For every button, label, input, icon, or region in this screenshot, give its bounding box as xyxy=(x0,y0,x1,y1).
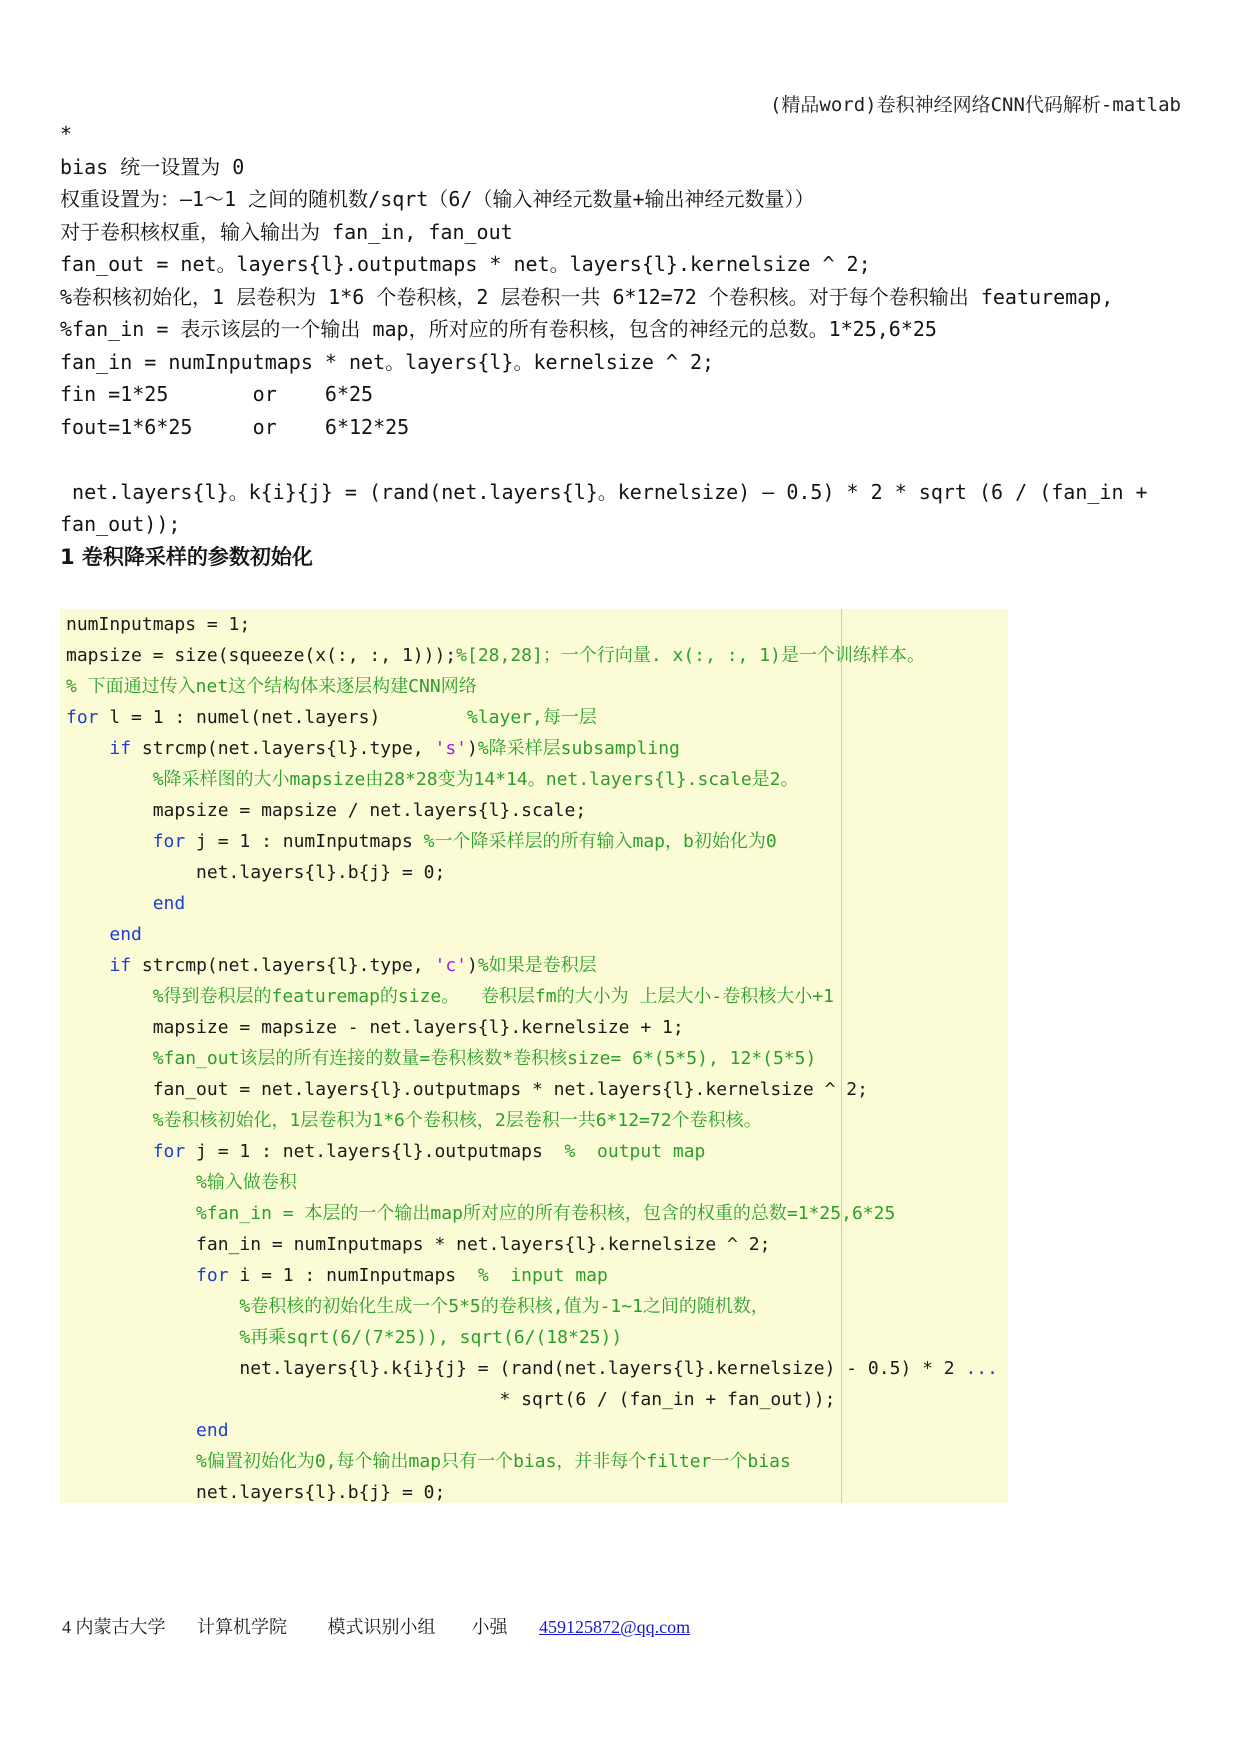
code-keyword: end xyxy=(152,893,186,914)
text-line: fan_out = net。layers{l}.outputmaps * net。layers{l}.kernelsize ^ 2; xyxy=(60,252,871,276)
code-line xyxy=(66,702,597,733)
code-line xyxy=(66,1477,445,1503)
code-token: numInputmaps = 1; xyxy=(66,614,251,635)
code-line xyxy=(66,609,250,640)
code-token: * sqrt(6 / (fan_in + fan_out)); xyxy=(66,1389,836,1410)
code-token xyxy=(66,831,153,852)
code-comment: % 下面通过传入net这个结构体来逐层构建CNN网络 xyxy=(66,676,477,697)
code-line xyxy=(66,1229,770,1260)
page-footer xyxy=(62,1613,690,1639)
footer-college: 计算机学院 xyxy=(197,1617,287,1637)
text-line: fout=1*6*25 or 6*12*25 xyxy=(60,414,410,439)
code-line xyxy=(66,1043,816,1074)
code-comment: % input map xyxy=(477,1265,608,1286)
footer-group: 模式识别小组 xyxy=(327,1617,436,1637)
code-line xyxy=(66,1198,895,1229)
text-line: bias 统一设置为 0 xyxy=(60,154,245,179)
body-text xyxy=(60,118,1190,573)
code-comment: %卷积核的初始化生成一个5*5的卷积核,值为-1~1之间的随机数， xyxy=(66,1296,769,1317)
footer-university: 内蒙古大学 xyxy=(75,1617,166,1637)
code-token: net.layers{l}.k{i}{j} = (rand(net.layers{l}.kernelsize) - 0.5) * 2 xyxy=(66,1358,966,1379)
code-token: fan_in = numInputmaps * net.layers{l}.kernelsize ^ 2; xyxy=(66,1234,771,1255)
code-comment: %如果是卷积层 xyxy=(477,955,597,976)
code-token: ... xyxy=(965,1358,998,1379)
footer-author: 小强 xyxy=(471,1617,508,1637)
text-line: %fan_in = 表示该层的一个输出 map，所对应的所有卷积核，包含的神经元的总数。1*25,6*25 xyxy=(60,317,937,341)
code-line xyxy=(66,857,445,888)
code-comment: %layer,每一层 xyxy=(466,707,597,728)
code-line xyxy=(66,733,680,764)
code-keyword: for xyxy=(196,1265,229,1286)
code-token: j = 1 : numInputmaps xyxy=(185,831,424,852)
document-header-title: (精品word)卷积神经网络CNN代码解析-matlab xyxy=(769,94,1181,116)
code-line xyxy=(66,1012,684,1043)
blank-line xyxy=(60,443,1190,476)
code-token: mapsize = mapsize / net.layers{l}.scale; xyxy=(66,800,587,821)
code-line xyxy=(66,1105,762,1136)
code-token xyxy=(66,893,153,914)
code-line xyxy=(66,1291,769,1322)
code-token: strcmp(net.layers{l}.type, xyxy=(131,738,435,759)
code-comment: %偏置初始化为0,每个输出map只有一个bias，并非每个filter一个bias xyxy=(66,1451,791,1472)
code-comment: %卷积核初始化，1层卷积为1*6个卷积核，2层卷积一共6*12=72个卷积核。 xyxy=(66,1110,762,1131)
text-line: 权重设置为：—1～1 之间的随机数/sqrt（6/（输入神经元数量+输出神经元数量）） xyxy=(60,187,815,211)
code-token: mapsize = size(squeeze(x(:, :, 1))); xyxy=(66,645,457,666)
code-keyword: if xyxy=(109,955,132,976)
text-line: 对于卷积核权重，输入输出为 fan_in, fan_out xyxy=(60,219,513,244)
code-token: 's' xyxy=(434,738,467,759)
code-line xyxy=(66,1353,998,1384)
code-keyword: for xyxy=(152,1141,186,1162)
code-line xyxy=(66,795,586,826)
code-token: i = 1 : numInputmaps xyxy=(228,1265,478,1286)
code-keyword: for xyxy=(152,831,186,852)
code-comment: %降采样图的大小mapsize由28*28变为14*14。net.layers{l}.scale是2。 xyxy=(66,769,799,790)
code-line xyxy=(66,981,834,1012)
code-line xyxy=(66,1167,297,1198)
code-token: 'c' xyxy=(434,955,467,976)
code-comment: %得到卷积层的featuremap的size。 卷积层fm的大小为 上层大小-卷积核大小+1 xyxy=(66,986,834,1007)
code-token xyxy=(66,924,109,945)
code-line xyxy=(66,1260,608,1291)
code-keyword: end xyxy=(109,924,142,945)
code-line xyxy=(66,1415,229,1446)
code-token xyxy=(66,1265,196,1286)
code-keyword: if xyxy=(109,738,132,759)
code-comment: %fan_out该层的所有连接的数量=卷积核数*卷积核size= 6*(5*5), 12*(5*5) xyxy=(66,1048,817,1069)
code-line xyxy=(66,1322,622,1353)
code-comment: %降采样层subsampling xyxy=(477,738,680,759)
code-line xyxy=(66,1136,705,1167)
code-comment: %输入做卷积 xyxy=(66,1172,297,1193)
code-token: l = 1 : numel(net.layers) xyxy=(98,707,467,728)
code-token: j = 1 : net.layers{l}.outputmaps xyxy=(185,1141,565,1162)
code-line xyxy=(66,826,777,857)
text-line: fan_in = numInputmaps * net。layers{l}。kernelsize ^ 2; xyxy=(60,349,715,374)
section-heading: 1 卷积降采样的参数初始化 xyxy=(60,544,313,569)
code-line xyxy=(66,640,925,671)
code-line xyxy=(66,888,185,919)
code-token: strcmp(net.layers{l}.type, xyxy=(131,955,435,976)
code-line xyxy=(66,950,597,981)
code-token xyxy=(66,738,109,759)
code-token: mapsize = mapsize - net.layers{l}.kernelsize + 1; xyxy=(66,1017,684,1038)
code-line xyxy=(66,671,477,702)
code-line xyxy=(66,1074,868,1105)
footer-email-link[interactable]: 459125872@qq.com xyxy=(539,1617,691,1637)
code-keyword: for xyxy=(66,707,99,728)
code-comment: %一个降采样层的所有输入map，b初始化为0 xyxy=(423,831,777,852)
code-comment: % output map xyxy=(564,1141,706,1162)
code-token: fan_out = net.layers{l}.outputmaps * net.layers{l}.kernelsize ^ 2; xyxy=(66,1079,868,1100)
text-line: %卷积核初始化，1 层卷积为 1*6 个卷积核，2 层卷积一共 6*12=72 个卷积核。对于每个卷积输出 featuremap, xyxy=(60,284,1114,309)
code-line xyxy=(66,1446,791,1477)
code-comment: %[28,28]；一个行向量. x(:, :, 1)是一个训练样本。 xyxy=(456,645,925,666)
code-block xyxy=(60,609,1008,1503)
code-line xyxy=(66,1384,835,1415)
code-token: net.layers{l}.b{j} = 0; xyxy=(66,862,446,883)
code-line xyxy=(66,919,142,950)
code-keyword: end xyxy=(196,1420,229,1441)
text-line: net.layers{l}。k{i}{j} = (rand(net.layers{l}。kernelsize) — 0.5) * 2 * sqrt (6 / (fan_in + fan_out)); xyxy=(60,479,1160,536)
code-token xyxy=(66,955,109,976)
code-token xyxy=(66,1420,196,1441)
code-token: ) xyxy=(467,738,478,759)
code-line xyxy=(66,764,799,795)
code-token: net.layers{l}.b{j} = 0; xyxy=(66,1482,446,1503)
text-line: fin =1*25 or 6*25 xyxy=(60,382,374,406)
code-token: ) xyxy=(467,955,478,976)
code-token xyxy=(66,1141,153,1162)
footer-page-number: 4 xyxy=(62,1617,71,1637)
code-comment: %fan_in = 本层的一个输出map所对应的所有卷积核，包含的权重的总数=1*25,6*25 xyxy=(66,1203,896,1224)
text-line: * xyxy=(60,122,73,146)
code-comment: %再乘sqrt(6/(7*25)), sqrt(6/(18*25)) xyxy=(66,1327,623,1348)
